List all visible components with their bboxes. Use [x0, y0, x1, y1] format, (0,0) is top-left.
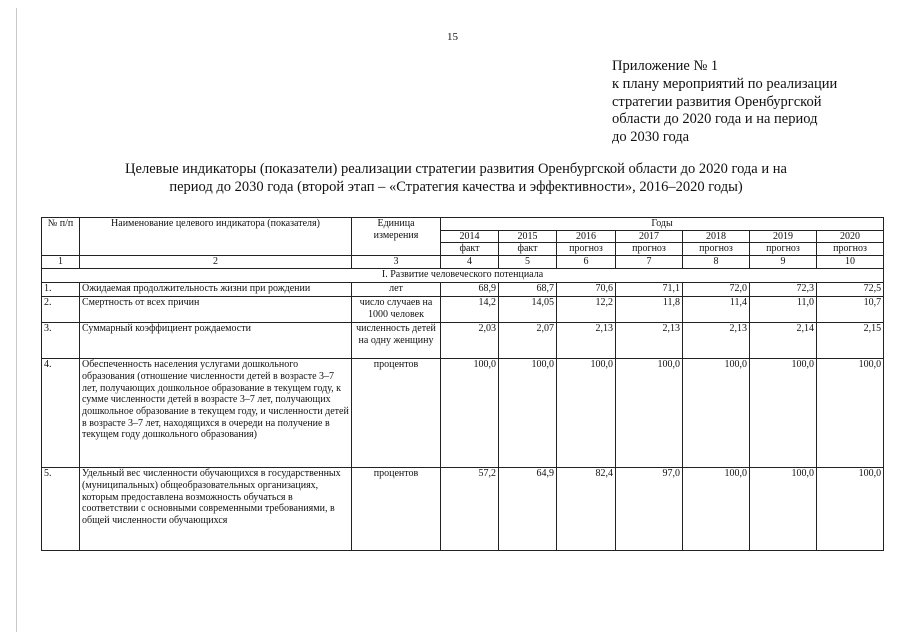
row-value: 14,2: [441, 297, 499, 323]
row-value: 70,6: [557, 283, 616, 297]
header-year: 2018: [683, 230, 750, 243]
row-value: 11,8: [616, 297, 683, 323]
table-header-row: [42, 218, 884, 231]
row-value: 11,0: [750, 297, 817, 323]
row-value: 72,5: [817, 283, 884, 297]
row-value: 12,2: [557, 297, 616, 323]
column-number: 3: [352, 256, 441, 269]
row-value: 72,3: [750, 283, 817, 297]
column-number-row: [42, 256, 884, 269]
row-num: 5.: [42, 468, 80, 551]
column-number: 6: [557, 256, 616, 269]
column-number: 10: [817, 256, 884, 269]
column-number: 8: [683, 256, 750, 269]
header-kind: прогноз: [683, 243, 750, 256]
header-kind: прогноз: [750, 243, 817, 256]
table-row: [42, 297, 884, 323]
header-kind: факт: [441, 243, 499, 256]
header-years-group: Годы: [441, 218, 884, 231]
row-value: 14,05: [499, 297, 557, 323]
row-name: Обеспеченность населения услугами дошкольного образования (отношение численности детей в возрасте 3–7 лет, получающих дошкольное образование в текущем году, к сумме численности детей в возрасте 3–7 лет, получающих дошкольное образование в текущем году, и численности детей в возрасте 3–7 лет, находящихся в очереди на получение в текущем году дошкольного образования): [80, 359, 352, 468]
row-value: 100,0: [750, 359, 817, 468]
table-row: [42, 283, 884, 297]
row-name: Смертность от всех причин: [80, 297, 352, 323]
row-value: 71,1: [616, 283, 683, 297]
section-row: [42, 269, 884, 283]
header-name: Наименование целевого индикатора (показателя): [80, 218, 352, 256]
header-year: 2014: [441, 230, 499, 243]
header-unit: Единица измерения: [352, 218, 441, 256]
header-year: 2020: [817, 230, 884, 243]
row-value: 10,7: [817, 297, 884, 323]
appendix-line: стратегии развития Оренбургской: [612, 93, 822, 110]
row-value: 100,0: [817, 359, 884, 468]
row-unit: лет: [352, 283, 441, 297]
header-kind: прогноз: [616, 243, 683, 256]
row-value: 100,0: [441, 359, 499, 468]
row-value: 2,13: [616, 323, 683, 359]
section-title: I. Развитие человеческого потенциала: [42, 269, 884, 283]
row-value: 100,0: [683, 359, 750, 468]
column-number: 5: [499, 256, 557, 269]
column-number: 4: [441, 256, 499, 269]
page-number: 15: [447, 31, 458, 43]
row-name: Удельный вес численности обучающихся в государственных (муниципальных) общеобразовательных организациях, которым предоставлена возможность обучаться в соответствии с основными современными требованиями, в общей численности обучающихся: [80, 468, 352, 551]
table-row: [42, 323, 884, 359]
row-num: 1.: [42, 283, 80, 297]
row-value: 100,0: [750, 468, 817, 551]
row-value: 100,0: [817, 468, 884, 551]
header-year: 2016: [557, 230, 616, 243]
row-num: 4.: [42, 359, 80, 468]
header-year: 2017: [616, 230, 683, 243]
scan-edge-line: [16, 8, 17, 632]
row-value: 100,0: [557, 359, 616, 468]
header-kind: прогноз: [817, 243, 884, 256]
header-year: 2015: [499, 230, 557, 243]
header-num: № п/п: [42, 218, 80, 256]
row-name: Суммарный коэффициент рождаемости: [80, 323, 352, 359]
indicators-table: [41, 217, 884, 551]
row-value: 100,0: [616, 359, 683, 468]
row-value: 2,03: [441, 323, 499, 359]
row-value: 100,0: [499, 359, 557, 468]
row-name: Ожидаемая продолжительность жизни при рождении: [80, 283, 352, 297]
row-value: 2,13: [557, 323, 616, 359]
row-value: 2,13: [683, 323, 750, 359]
row-unit: процентов: [352, 359, 441, 468]
document-title: [100, 160, 812, 196]
header-year: 2019: [750, 230, 817, 243]
header-kind: факт: [499, 243, 557, 256]
row-unit: число случаев на 1000 человек: [352, 297, 441, 323]
row-value: 11,4: [683, 297, 750, 323]
row-value: 68,7: [499, 283, 557, 297]
column-number: 2: [80, 256, 352, 269]
row-value: 64,9: [499, 468, 557, 551]
row-unit: процентов: [352, 468, 441, 551]
document-title-line: Целевые индикаторы (показатели) реализации стратегии развития Оренбургской области до 2020 года и на: [125, 161, 787, 177]
row-value: 68,9: [441, 283, 499, 297]
row-num: 3.: [42, 323, 80, 359]
row-value: 57,2: [441, 468, 499, 551]
row-value: 2,14: [750, 323, 817, 359]
header-kind: прогноз: [557, 243, 616, 256]
appendix-line: Приложение № 1: [612, 58, 719, 74]
row-value: 97,0: [616, 468, 683, 551]
document-title-line: период до 2030 года (второй этап – «Стратегия качества и эффективности», 2016–2020 годы): [169, 179, 743, 195]
row-value: 72,0: [683, 283, 750, 297]
column-number: 7: [616, 256, 683, 269]
appendix-block: [612, 58, 882, 147]
appendix-line: области до 2020 года и на период: [612, 111, 818, 128]
row-value: 2,15: [817, 323, 884, 359]
table-row: [42, 359, 884, 468]
appendix-line: до 2030 года: [612, 129, 690, 146]
column-number: 1: [42, 256, 80, 269]
row-unit: численность детей на одну женщину: [352, 323, 441, 359]
table-row: [42, 468, 884, 551]
row-num: 2.: [42, 297, 80, 323]
column-number: 9: [750, 256, 817, 269]
row-value: 82,4: [557, 468, 616, 551]
row-value: 2,07: [499, 323, 557, 359]
appendix-line: к плану мероприятий по реализации: [612, 75, 838, 92]
row-value: 100,0: [683, 468, 750, 551]
